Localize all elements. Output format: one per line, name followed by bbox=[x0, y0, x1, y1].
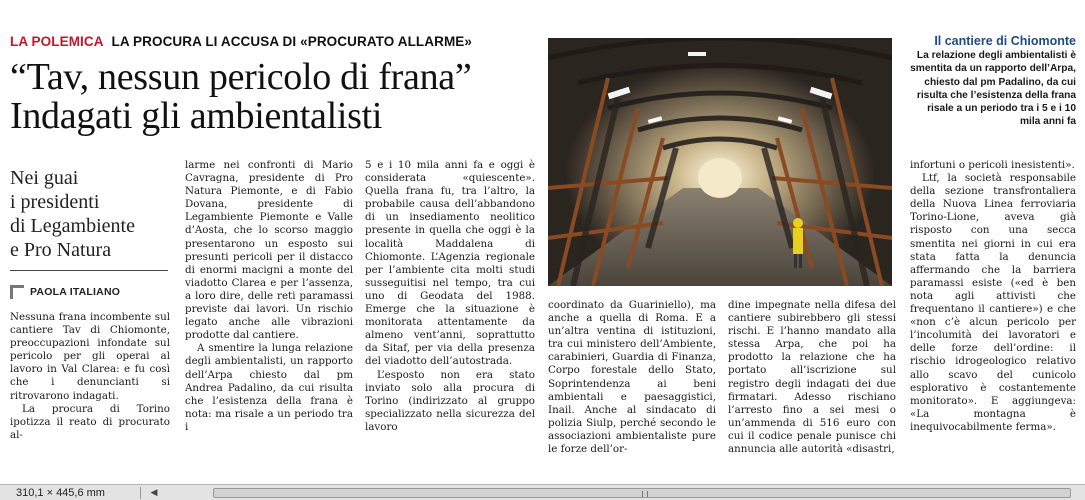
paragraph: La procura di Torino ipotizza il reato di procurato al- bbox=[10, 402, 170, 441]
paragraph: larme nei confronti di Mario Cavragna, presidente di Pro Natura Piemonte, e di Fabio Dovana, presidente di Legambiente Piemonte e Valle d’Aosta, che lo scorso maggio presentarono un esposto sui presunti pericoli per il distacco di enormi macigni a monte del viadotto Clarea e per l’assenza, a loro dire, delle reti paramassi previste dai lavori. Un rischio legato anche alle vibrazioni prodotte dal cantiere. bbox=[185, 159, 353, 342]
body-column-5 bbox=[728, 299, 896, 456]
byline-author: PAOLA ITALIANO bbox=[30, 286, 121, 298]
tunnel-photo bbox=[548, 38, 892, 286]
caption-title: Il cantiere di Chiomonte bbox=[934, 34, 1076, 48]
paragraph: Ltf, la società responsabile della sezione transfrontaliera della Nuova Linea ferroviaria Torino-Lione, aveva già risposto con una secca smentita nei giorni in cui era stata fatta la denuncia affermando che la barriera paramassi esiste («ed è ben nota agli attivisti che frequentano il cantiere») e che «non c’è alcun pericolo per l’incolumità dei lavoratori e delle forze dell’ordine: il rischio idrogeologico relativo allo scavo del cunicolo esplorativo è costantemente monitorato». E aggiungeva: «La montagna è inequivocabilmente ferma». bbox=[910, 172, 1076, 433]
subheadline bbox=[10, 166, 168, 262]
subheadline-line-2: i presidenti bbox=[10, 191, 100, 213]
byline bbox=[10, 285, 120, 299]
subheadline-line-4: e Pro Natura bbox=[10, 239, 112, 261]
caption-text: La relazione degli ambientalisti è smentita da un rapporto dell’Arpa, chiesto dal pm Padalino, da cui risulta che l’esistenza della frana risale a un periodo tra i 5 e i 10 mila anni fa bbox=[910, 50, 1076, 128]
paragraph: L’esposto non era stato inviato solo alla procura di Torino (indirizzato al gruppo specializzato nella sicurezza del lavoro bbox=[365, 368, 535, 433]
subheadline-divider bbox=[10, 270, 168, 271]
body-column-6 bbox=[910, 159, 1076, 434]
byline-mark-icon bbox=[10, 285, 24, 299]
body-column-2 bbox=[185, 159, 353, 434]
paragraph: 5 e i 10 mila anni fa e oggi è considerata «quiescente». Quella frana fu, tra l’altro, la probabile causa dell’abbandono di un insediamento neolitico presente in quella che oggi è la località Maddalena di Chiomonte. L’Agenzia regionale per l’ambiente cita molti studi susseguitisi nel tempo, tra cui uno di Geodata del 1988. Emerge che la situazione è monitorata attentamente da almeno vent’anni, soprattutto da Sitaf, per via della presenza del viadotto dell’autostrada. bbox=[365, 159, 535, 368]
paragraph: A smentire la lunga relazione degli ambientalisti, un rapporto dell’Arpa chiesto dal pm Andrea Padalino, da cui risulta che l’esistenza della frana è nota: ma risale a un periodo tra i bbox=[185, 342, 353, 433]
paragraph: dine impegnate nella difesa del cantiere subirebbero gli stessi rischi. E l’hanno mandato alla stessa Arpa, che poi ha prodotto la relazione che ha portato all’iscrizione sul registro degli indagati dei due firmatari. Adesso rischiano l’arresto fino a sei mesi o un’ammenda di 516 euro con cui il codice penale punisce chi annuncia alle autorità «disastri, bbox=[728, 299, 896, 456]
body-column-1 bbox=[10, 311, 170, 442]
headline-line-1: “Tav, nessun pericolo di frana” bbox=[10, 56, 472, 98]
horizontal-scrollbar[interactable] bbox=[161, 487, 1079, 499]
paragraph: coordinato da Guariniello), ma anche a quella di Roma. E a un’altra ventina di istituzioni, tra cui ministero dell’Ambiente, carabinieri, Guardia di Finanza, Corpo forestale dello Stato, Soprintendenza ai beni ambientali e paesaggistici, Inail. Anche al sindacato di polizia Siulp, perché secondo le associazioni ambientaliste pure le forze dell’or- bbox=[548, 299, 716, 456]
kicker bbox=[10, 34, 472, 49]
subheadline-line-3: di Legambiente bbox=[10, 215, 135, 237]
scrollbar-grip-icon bbox=[642, 491, 648, 497]
body-column-4 bbox=[548, 299, 716, 456]
headline-line-2: Indagati gli ambientalisti bbox=[10, 95, 383, 137]
kicker-text: LA PROCURA LI ACCUSA DI «PROCURATO ALLARME» bbox=[111, 34, 473, 49]
tunnel-construction-illustration bbox=[548, 38, 892, 286]
page-dimensions: 310,1 × 445,6 mm bbox=[16, 486, 105, 499]
paragraph: Nessuna frana incombente sul cantiere Tav di Chiomonte, preoccupazioni infondate sul pericolo per gli operai al lavoro in Val Clarea: e fu così che i denuncianti si ritrovarono indagati. bbox=[10, 311, 170, 402]
scrollbar-thumb[interactable] bbox=[213, 488, 1071, 498]
scroll-left-arrow-icon[interactable]: ◀ bbox=[150, 487, 158, 497]
paragraph: infortuni o pericoli inesistenti». bbox=[910, 159, 1075, 171]
headline bbox=[10, 58, 471, 136]
body-column-3 bbox=[365, 159, 535, 434]
subheadline-line-1: Nei guai bbox=[10, 167, 79, 189]
viewer-status-bar bbox=[0, 484, 1085, 500]
status-divider bbox=[140, 487, 141, 499]
kicker-section: LA POLEMICA bbox=[10, 34, 104, 49]
photo-caption bbox=[908, 33, 1076, 129]
